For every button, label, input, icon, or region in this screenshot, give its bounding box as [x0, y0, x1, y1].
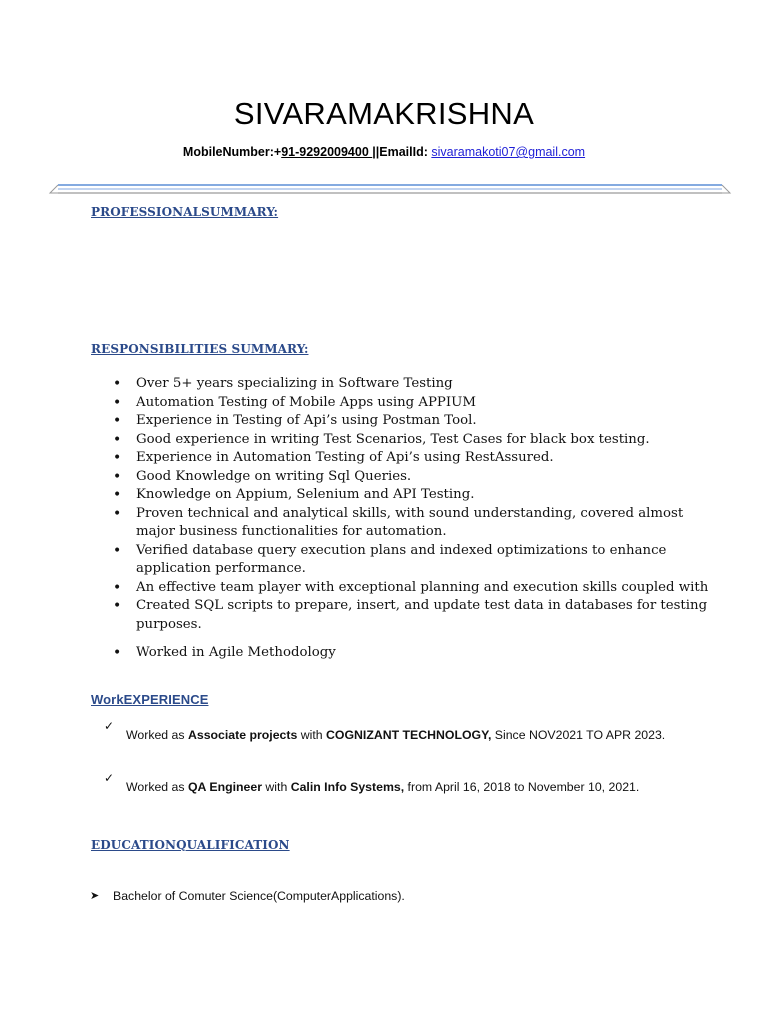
candidate-name: SIVARAMAKRISHNA [233, 96, 535, 131]
separator: || [372, 145, 380, 159]
arrow-icon: ➤ [90, 890, 100, 902]
list-item: • An effective team player with exceptional planning and execution skills coupled with [113, 579, 713, 598]
list-item: • Good experience in writing Test Scenarios, Test Cases for black box testing. [113, 431, 713, 450]
responsibilities-list [113, 375, 713, 663]
work-experience-heading: WorkEXPERIENCE [91, 692, 209, 707]
work-role: QA Engineer [187, 780, 262, 794]
education-degree: Bachelor of Comuter Science(ComputerApplications). [113, 889, 405, 903]
responsibilities-heading: RESPONSIBILITIES SUMMARY: [91, 342, 309, 356]
list-item: • Automation Testing of Mobile Apps using APPIUM [113, 394, 713, 413]
list-item: • Experience in Testing of Api’s using Postman Tool. [113, 412, 713, 431]
check-icon: ✓ [104, 771, 115, 785]
work-company: COGNIZANT TECHNOLOGY, [326, 728, 492, 742]
work-dates: Since NOV2021 TO APR 2023. [491, 728, 666, 742]
work-role: Associate projects [187, 728, 298, 742]
list-item: • Good Knowledge on writing Sql Queries. [113, 468, 713, 487]
professional-summary-heading: PROFESSIONALSUMMARY: [91, 205, 279, 219]
check-icon: ✓ [104, 719, 115, 733]
list-item: • Experience in Automation Testing of Api’s using RestAssured. [113, 449, 713, 468]
mobile-number: 91-9292009400 [281, 145, 373, 159]
work-connector: with [297, 728, 327, 742]
email-label: EmailId: [379, 145, 432, 159]
header-divider [48, 180, 732, 200]
email-link[interactable]: sivaramakoti07@gmail.com [431, 145, 586, 159]
work-connector: with [262, 780, 291, 794]
list-item: • Knowledge on Appium, Selenium and API Testing. [113, 486, 713, 505]
list-item: • Over 5+ years specializing in Software Testing [113, 375, 713, 394]
work-company: Calin Info Systems, [290, 780, 405, 794]
work-prefix: Worked as [126, 780, 188, 794]
list-item: • Verified database query execution plans and indexed optimizations to enhance application performance. [113, 542, 713, 579]
list-item: • Proven technical and analytical skills, with sound understanding, covered almost major business functionalities for automation. [113, 505, 713, 542]
mobile-label: MobileNumber:+ [182, 145, 282, 159]
work-entry-text [126, 774, 686, 800]
work-entry-text [126, 722, 686, 748]
work-dates: from April 16, 2018 to November 10, 2021. [404, 780, 640, 794]
list-item: • Created SQL scripts to prepare, insert, and update test data in databases for testing purposes. [113, 597, 713, 634]
education-heading: EDUCATIONQUALIFICATION [91, 838, 290, 852]
contact-line [0, 145, 768, 159]
list-item: • Worked in Agile Methodology [113, 644, 713, 663]
work-prefix: Worked as [126, 728, 188, 742]
